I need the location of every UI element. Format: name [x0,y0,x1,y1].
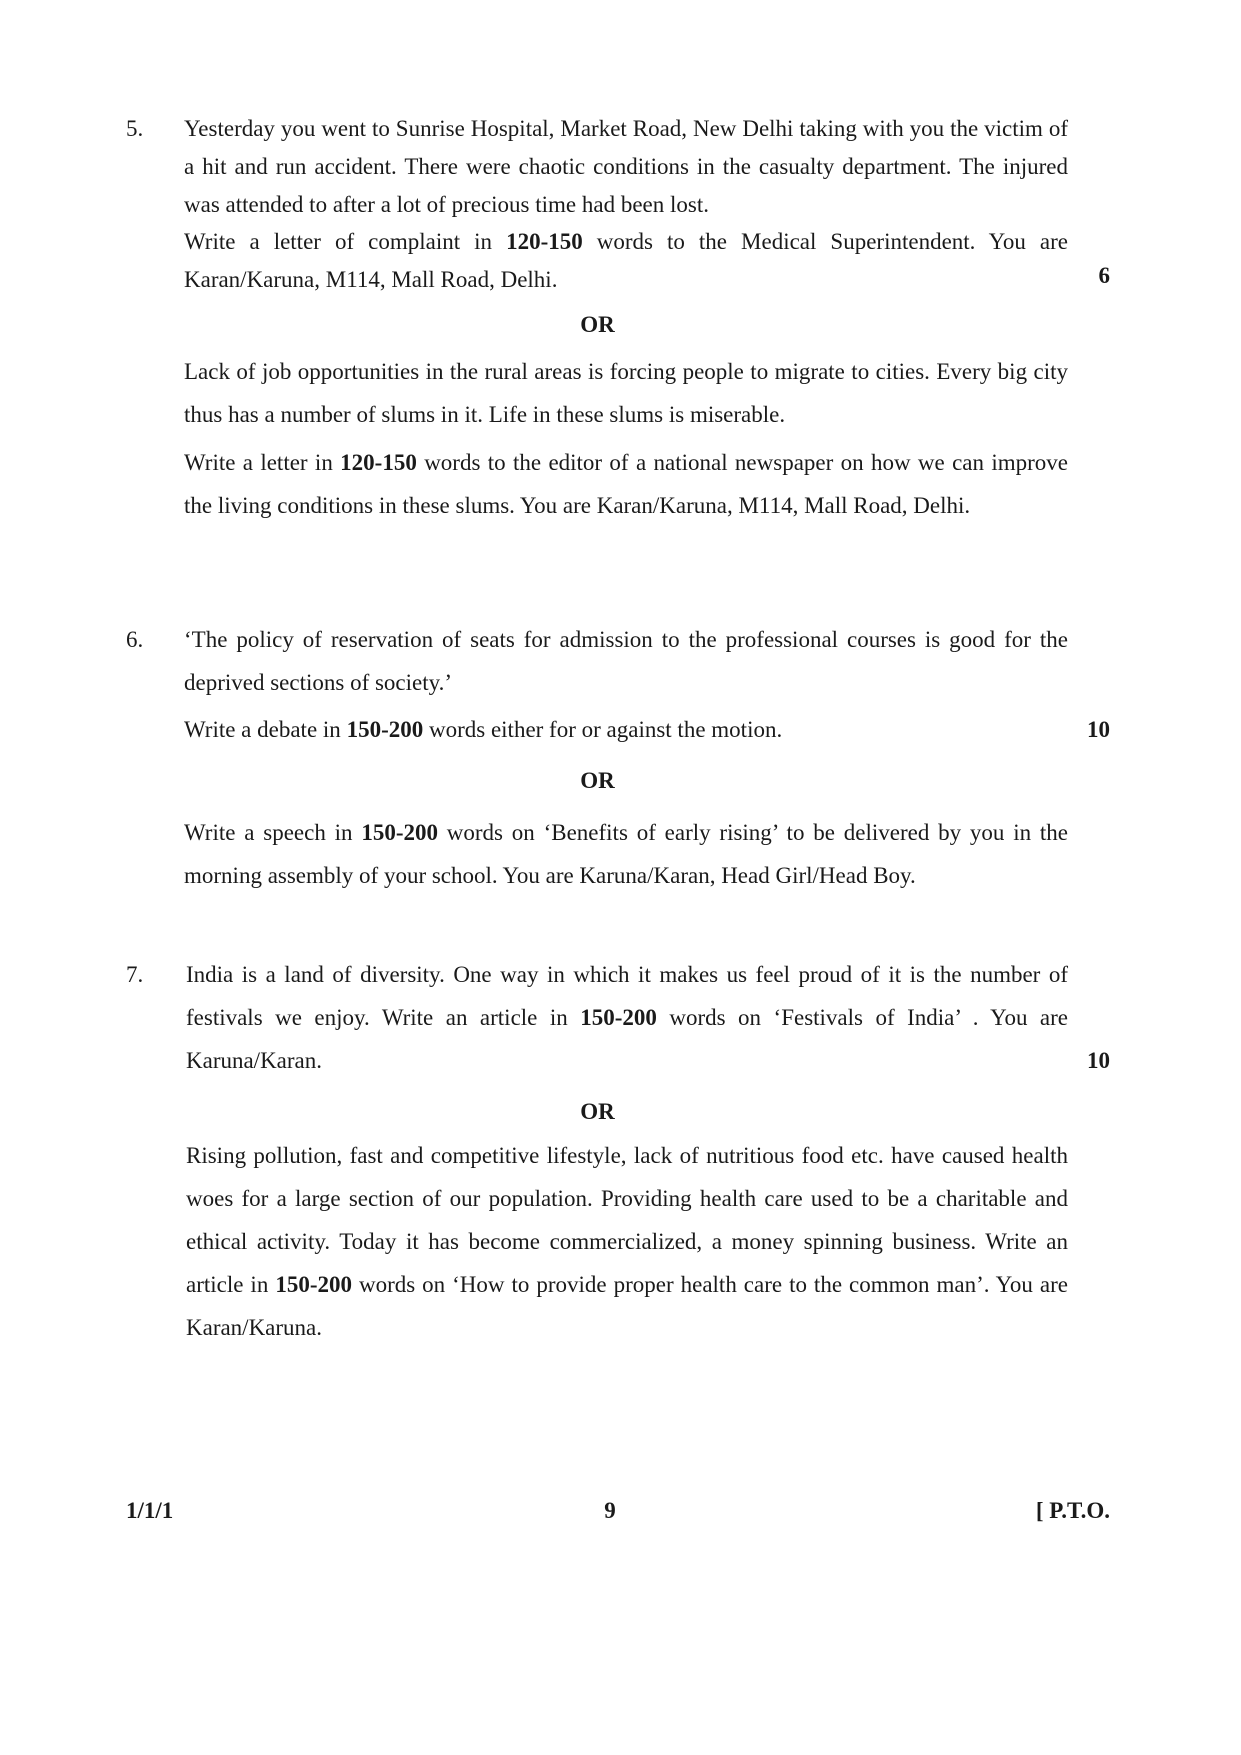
question-5-alt-word-limit: 120-150 [340,450,417,475]
question-7-alt-task-post: words on ‘How to provide proper health care to the common man’. You are Karan/Karuna. [186,1272,1068,1340]
question-7-alt-task [186,1134,1068,1349]
question-6-task-post: words either for or against the motion. [423,717,783,742]
question-5-alt-task-pre: Write a letter in [184,450,341,475]
question-6-alt-task [184,811,1068,897]
question-5-task-pre: Write a letter of complaint in [184,229,507,254]
footer-pto: [ P.T.O. [1035,1498,1110,1523]
footer-page-number: 9 [604,1498,616,1523]
question-6-alt-task-post: words on ‘Benefits of early rising’ to be delivered by you in the morning assembly of your school. You are Karuna/Karan, Head Girl/Head Boy. [184,820,1068,888]
question-7-word-limit: 150-200 [580,1005,657,1030]
question-7-task-post: words on ‘Festivals of India’ . You are Karuna/Karan. [186,1005,1068,1073]
question-5-alt-task [184,441,1068,527]
question-6-alt-task-pre: Write a speech in [184,820,362,845]
question-5-alt-intro: Lack of job opportunities in the rural areas is forcing people to migrate to cities. Every big city thus has a number of slums in it. Life in these slums is miserable. [184,359,1068,427]
question-7-marks: 10 [1087,1048,1110,1073]
question-7-alt-task-pre: Rising pollution, fast and competitive lifestyle, lack of nutritious food etc. have caused health woes for a large section of our population. Providing health care used to be a charitable and ethical activity. Today it has become commercialized, a money spinning business. Write an article in [186,1143,1068,1297]
question-6-task [184,708,1068,751]
question-5-task [184,223,1068,299]
question-5-task-post: words to the Medical Superintendent. You are Karan/Karuna, M114, Mall Road, Delhi. [184,229,1068,292]
question-7-task-pre: India is a land of diversity. One way in which it makes us feel proud of it is the number of festivals we enjoy. Write an article in [186,962,1068,1030]
question-5-intro: Yesterday you went to Sunrise Hospital, Market Road, New Delhi taking with you the victim of a hit and run accident. There were chaotic conditions in the casualty department. The injured was attended to after a lot of precious time had been lost. [184,116,1068,217]
question-7-alt-word-limit: 150-200 [275,1272,352,1297]
question-6-number: 6. [126,627,144,652]
question-6-word-limit: 150-200 [346,717,424,742]
question-7-or: OR [580,1099,615,1124]
question-5-word-limit: 120-150 [506,229,583,254]
question-6-intro: ‘The policy of reservation of seats for admission to the professional courses is good for the deprived sections of society.’ [184,627,1068,695]
question-6-task-pre: Write a debate in [184,717,347,742]
question-6-marks: 10 [1087,717,1110,742]
question-7-number: 7. [126,962,144,987]
question-5-alt-task-post: words to the editor of a national newspaper on how we can improve the living conditions in these slums. You are Karan/Karuna, M114, Mall Road, Delhi. [184,450,1068,518]
question-5-marks: 6 [1098,263,1110,288]
question-6-alt-word-limit: 150-200 [361,820,438,845]
footer-paper-code: 1/1/1 [126,1498,174,1523]
question-7-task [186,953,1068,1082]
question-5-number: 5. [126,116,144,141]
question-5-or: OR [580,312,615,337]
question-6-or: OR [580,768,615,793]
